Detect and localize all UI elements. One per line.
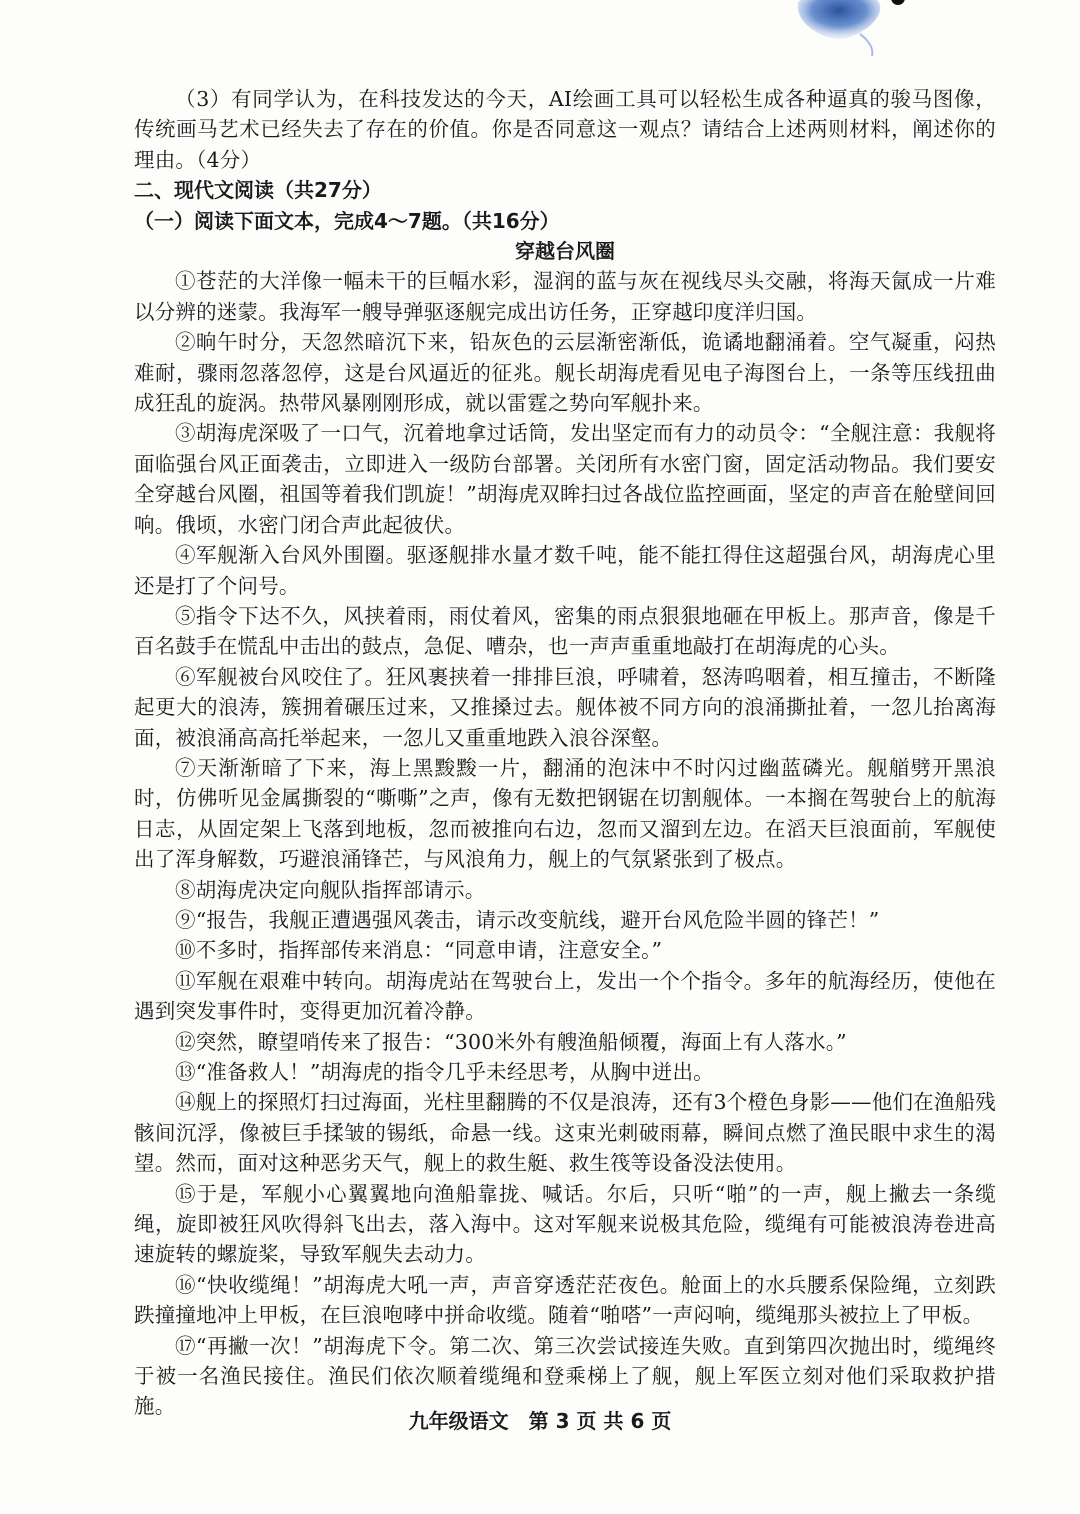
paragraph-10: ⑩不多时，指挥部传来消息：“同意申请，注意安全。”	[175, 938, 663, 963]
paragraph-3: ③胡海虎深吸了一口气，沉着地拿过话筒，发出坚定而有力的动员令：“全舰注意：我舰将面临强台风正面袭击，立即进入一级防台部署。关闭所有水密门窗，固定活动物品。我们要安全穿越台风圈，祖国等着我们凯旋！”胡海虎双眸扫过各战位监控画面，坚定的声音在舱壁间回响。俄顷，水密门闭合声此起彼伏。	[134, 421, 996, 537]
page-footer: 九年级语文 第 3 页 共 6 页	[408, 1409, 672, 1433]
ink-stain-icon	[790, 0, 910, 60]
paragraph-15: ⑮于是，军舰小心翼翼地向渔船靠拢、喊话。尔后，只听“啪”的一声，舰上撇去一条缆绳，旋即被狂风吹得斜飞出去，落入海中。这对军舰来说极其危险，缆绳有可能被浪涛卷进高速旋转的螺旋桨，导致军舰失去动力。	[134, 1181, 996, 1267]
paragraph-17: ⑰“再撇一次！”胡海虎下令。第二次、第三次尝试接连失败。直到第四次抛出时，缆绳终于被一名渔民接住。渔民们依次顺着缆绳和登乘梯上了舰，舰上军医立刻对他们采取救护措施。	[134, 1333, 996, 1419]
article-title: 穿越台风圈	[515, 239, 615, 264]
paragraph-14: ⑭舰上的探照灯扫过海面，光柱里翻腾的不仅是浪涛，还有3个橙色身影——他们在渔船残骸间沉浮，像被巨手揉皱的锡纸，命悬一线。这束光刺破雨幕，瞬间点燃了渔民眼中求生的渴望。然而，面对这种恶劣天气，舰上的救生艇、救生筏等设备没法使用。	[134, 1090, 996, 1176]
paragraph-1: ①苍茫的大洋像一幅未干的巨幅水彩，湿润的蓝与灰在视线尽头交融，将海天氤成一片难以分辨的迷蒙。我海军一艘导弹驱逐舰完成出访任务，正穿越印度洋归国。	[134, 269, 996, 324]
paragraph-16: ⑯“快收缆绳！”胡海虎大吼一声，声音穿透茫茫夜色。舱面上的水兵腰系保险绳，立刻跌跌撞撞地冲上甲板，在巨浪咆哮中拼命收缆。随着“啪嗒”一声闷响，缆绳那头被拉上了甲板。	[134, 1272, 996, 1328]
paragraph-8: ⑧胡海虎决定向舰队指挥部请示。	[175, 877, 486, 902]
section-title: 二、现代文阅读（共27分）	[134, 178, 382, 203]
paragraph-13: ⑬“准备救人！”胡海虎的指令几乎未经思考，从胸中迸出。	[175, 1060, 714, 1084]
paragraph-12: ⑫突然，瞭望哨传来了报告：“300米外有艘渔船倾覆，海面上有人落水。”	[175, 1029, 847, 1054]
question-3: （3）有同学认为，在科技发达的今天，AI绘画工具可以轻松生成各种逼真的骏马图像，传统画马艺术已经失去了存在的价值。你是否同意这一观点？请结合上述两则材料，阐述你的理由。（4分）	[134, 87, 996, 172]
paragraph-5: ⑤指令下达不久，风挟着雨，雨仗着风，密集的雨点狠狠地砸在甲板上。那声音，像是千百名鼓手在慌乱中击出的鼓点，急促、嘈杂，也一声声重重地敲打在胡海虎的心头。	[134, 603, 996, 659]
paragraph-6: ⑥军舰被台风咬住了。狂风裹挟着一排排巨浪，呼啸着，怒涛呜咽着，相互撞击，不断隆起更大的浪涛，簇拥着碾压过来，又推搡过去。舰体被不同方向的浪涌撕扯着，一忽儿抬离海面，被浪涌高高托举起来，一忽儿又重重地跌入浪谷深壑。	[134, 664, 996, 750]
sub-title: （一）阅读下面文本，完成4～7题。（共16分）	[134, 208, 560, 233]
paragraph-11: ⑪军舰在艰难中转向。胡海虎站在驾驶台上，发出一个个指令。多年的航海经历，使他在遇到突发事件时，变得更加沉着冷静。	[134, 968, 996, 1024]
paragraph-7: ⑦天渐渐暗了下来，海上黑黢黢一片，翻涌的泡沫中不时闪过幽蓝磷光。舰艏劈开黑浪时，仿佛听见金属撕裂的“嘶嘶”之声，像有无数把钢锯在切割舰体。一本搁在驾驶台上的航海日志，从固定架上飞落到地板，忽而被推向右边，忽而又溜到左边。在滔天巨浪面前，军舰使出了浑身解数，巧避浪涌锋芒，与风浪角力，舰上的气氛紧张到了极点。	[134, 755, 996, 872]
paragraph-4: ④军舰渐入台风外围圈。驱逐舰排水量才数千吨，能不能扛得住这超强台风，胡海虎心里还是打了个问号。	[134, 543, 996, 598]
content-area	[134, 84, 996, 1422]
paragraph-9: ⑨“报告，我舰正遭遇强风袭击，请示改变航线，避开台风危险半圆的锋芒！”	[175, 907, 880, 932]
paragraph-2: ②晌午时分，天忽然暗沉下来，铅灰色的云层渐密渐低，诡谲地翻涌着。空气凝重，闷热难耐，骤雨忽落忽停，这是台风逼近的征兆。舰长胡海虎看见电子海图台上，一条等压线扭曲成狂乱的旋涡。热带风暴刚刚形成，就以雷霆之势向军舰扑来。	[134, 330, 996, 416]
